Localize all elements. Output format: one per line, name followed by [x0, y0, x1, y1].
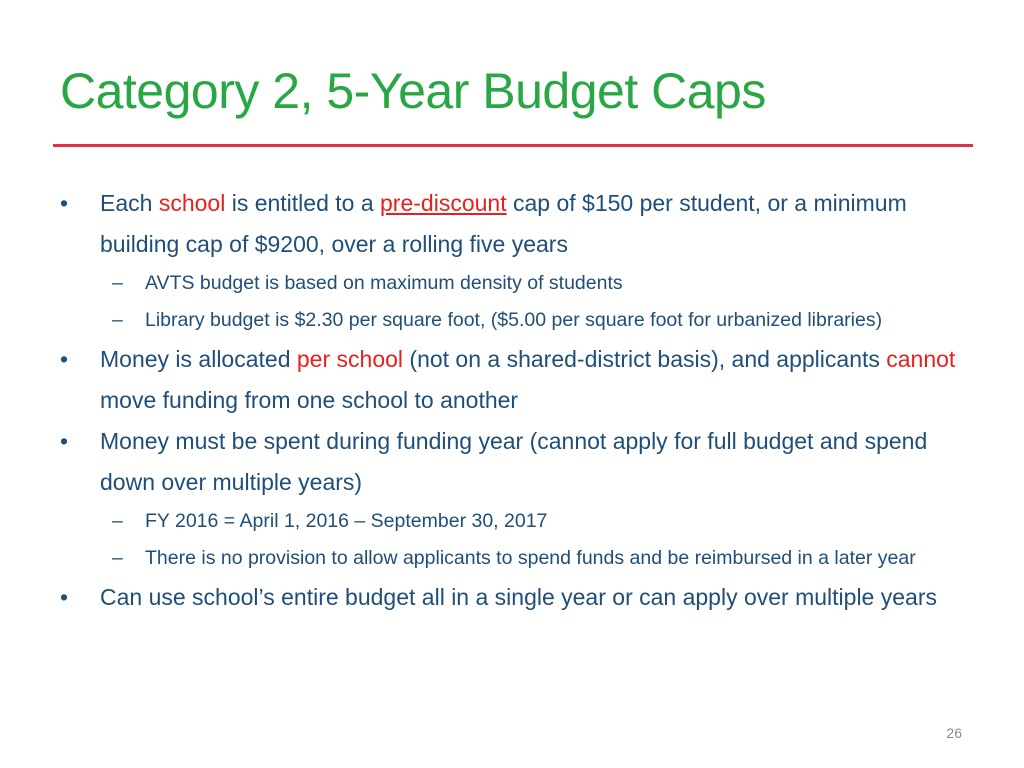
- emphasis-pre-discount-link[interactable]: pre-discount: [380, 190, 507, 216]
- dash-marker: –: [112, 547, 123, 569]
- bullet-text: is entitled to a: [225, 190, 381, 216]
- bullet-text: Money is allocated: [100, 346, 297, 372]
- dash-marker: –: [112, 309, 123, 331]
- subbullet-library: [0, 302, 1024, 339]
- bullet-text: Money must be spent during funding year (cannot apply for full budget and spend down over multiple years): [100, 428, 928, 495]
- subbullet-no-reimbursement: [0, 540, 1024, 577]
- subbullet-fy2016: [0, 503, 1024, 540]
- bullet-text: cap of $150 per student, or a minimum building cap of $9200, over a rolling five years: [100, 190, 907, 257]
- bullet-text: (not on a shared-district basis), and applicants: [403, 346, 887, 372]
- bullet-entire-budget: [0, 577, 1024, 618]
- subbullet-text: There is no provision to allow applicants to spend funds and be reimbursed in a later year: [145, 547, 916, 569]
- slide-title: Category 2, 5-Year Budget Caps: [60, 63, 766, 119]
- bullet-marker: •: [60, 346, 69, 372]
- bullet-marker: •: [60, 428, 69, 454]
- bullet-funding-year: [0, 421, 1024, 503]
- bullet-budget-cap: [0, 183, 1024, 265]
- bullet-marker: •: [60, 584, 69, 610]
- page-number: 26: [946, 725, 962, 741]
- subbullet-avts: [0, 265, 1024, 302]
- slide-body: [0, 183, 1024, 618]
- bullet-text: move funding from one school to another: [100, 387, 519, 413]
- bullet-text: Each: [100, 190, 159, 216]
- emphasis-cannot: cannot: [886, 346, 956, 372]
- dash-marker: –: [112, 272, 123, 294]
- bullet-marker: •: [60, 190, 69, 216]
- bullet-text: Can use school’s entire budget all in a single year or can apply over multiple years: [100, 584, 937, 610]
- subbullet-text: FY 2016 = April 1, 2016 – September 30, 2017: [145, 510, 548, 532]
- dash-marker: –: [112, 510, 123, 532]
- subbullet-text: AVTS budget is based on maximum density of students: [145, 272, 623, 294]
- bullet-per-school: [0, 339, 1024, 421]
- emphasis-per-school: per school: [296, 346, 404, 372]
- subbullet-text: Library budget is $2.30 per square foot, ($5.00 per square foot for urbanized libraries): [145, 309, 883, 331]
- title-divider: [53, 144, 973, 147]
- emphasis-school: school: [158, 190, 226, 216]
